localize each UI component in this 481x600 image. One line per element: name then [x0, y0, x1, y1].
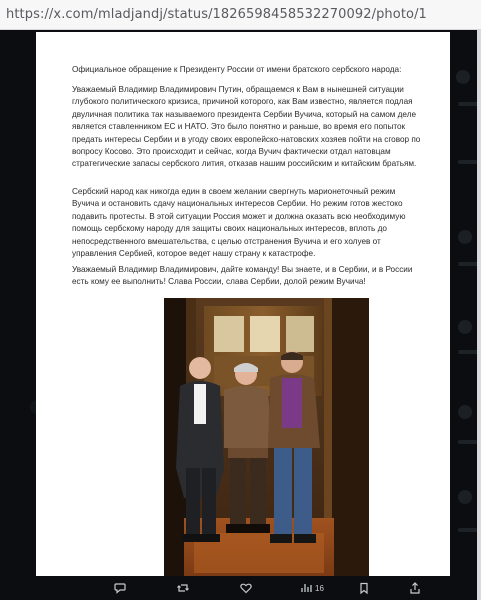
url-text[interactable]: https://x.com/mladjandj/status/1826598458532270092/photo/1 [6, 7, 427, 22]
views-icon [299, 581, 313, 595]
background-line [458, 528, 478, 532]
post-action-bar [0, 576, 481, 600]
views-count: 16 [315, 583, 324, 593]
reply-button[interactable] [113, 579, 127, 597]
letter-paragraph: Уважаемый Владимир Владимирович Путин, обращаемся к Вам в нынешней ситуации глубокого политического кризиса, причиной которого, как Вам известно, является подлая двуличная политика так называемого президента Сербии Вучича, который на самом деле является ставленником ЕС и НАТО. Это было понятно и раньше, во время его попыток предать интересы Сербии и в угоду своих европейско-натовских хозяев пойти на сговор по вопросу Косово. Это происходит и сейчас, когда Вучич фактически отдал натовцам стратегические запасы сербского лития, отказав нашим российским и китайским братьям. [72, 85, 421, 169]
document-image [36, 32, 450, 577]
background-line [458, 350, 478, 354]
letter-paragraph: Сербский народ как никогда един в своем желании свергнуть марионеточный режим Вучича и остановить сдачу национальных интересов Сербии. Но режим готов жестоко подавить протесты. В этой ситуации Россия может и должна оказать всю необходимую помощь сербскому народу для защиты своих национальных интересов, вплоть до непосредственного вмешательства, с целью отстранения Вучича и его холуев от управления Сербией, которое ведет нашу страну к катастрофе. [72, 187, 406, 259]
bookmark-button[interactable] [357, 579, 371, 597]
scrollbar[interactable] [477, 30, 481, 600]
browser-address-bar[interactable] [0, 0, 481, 30]
photo-viewer [0, 30, 481, 600]
repost-icon [176, 581, 190, 595]
background-line [458, 262, 478, 266]
background-avatar [456, 70, 470, 84]
letter-paragraph: Уважаемый Владимир Владимирович, дайте команду! Вы знаете, и в Сербии, и в России есть кому ее выполнить! Слава России, слава Сербии, долой режим Вучича! [72, 265, 413, 287]
reply-icon [113, 581, 127, 595]
heart-icon [239, 581, 253, 595]
background-avatar [458, 490, 472, 504]
share-icon [408, 581, 422, 595]
bookmark-icon [357, 581, 371, 595]
group-photo [164, 298, 369, 577]
share-button[interactable] [408, 579, 422, 597]
background-line [458, 440, 478, 444]
like-button[interactable] [239, 579, 253, 597]
background-avatar [458, 405, 472, 419]
background-avatar [458, 320, 472, 334]
repost-button[interactable] [176, 579, 190, 597]
views-button[interactable] [299, 579, 324, 597]
background-avatar [458, 230, 472, 244]
letter-heading: Официальное обращение к Президенту России от имени братского сербского народа: [72, 65, 402, 74]
background-line [458, 160, 478, 164]
background-line [458, 102, 478, 106]
